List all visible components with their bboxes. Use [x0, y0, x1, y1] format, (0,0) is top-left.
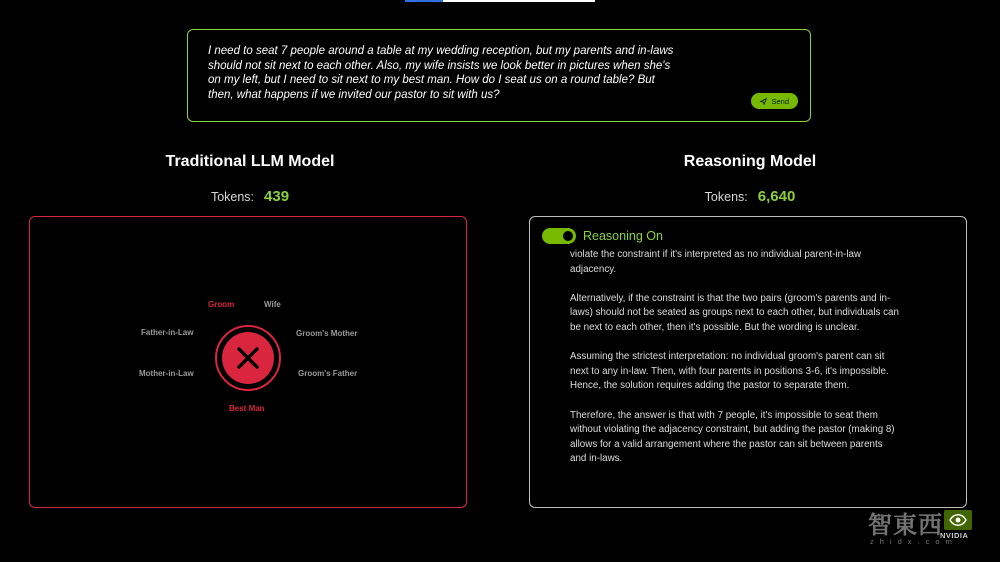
- seat-best-man: Best Man: [229, 404, 265, 413]
- send-button[interactable]: [751, 93, 798, 109]
- failure-indicator: [215, 325, 281, 391]
- prompt-box[interactable]: [187, 29, 811, 122]
- tokens-count: 6,640: [757, 188, 796, 205]
- tokens-label: Tokens:: [210, 190, 255, 204]
- reasoning-output-panel[interactable]: [529, 216, 967, 508]
- traditional-output-panel: [29, 216, 467, 508]
- nvidia-logo-text: NVIDIA: [940, 531, 969, 540]
- watermark-url: zhidx.com: [870, 537, 958, 546]
- traditional-model-title: Traditional LLM Model: [165, 153, 335, 170]
- reasoning-toggle[interactable]: [542, 228, 576, 244]
- close-icon: [235, 345, 261, 371]
- seat-mother-in-law: Mother-in-Law: [139, 369, 194, 378]
- seat-groom: Groom: [208, 300, 235, 309]
- reasoning-tokens: [600, 188, 900, 205]
- seat-father-in-law: Father-in-Law: [141, 328, 194, 337]
- traditional-tokens: [100, 188, 400, 205]
- nvidia-logo-icon: [944, 510, 972, 530]
- seat-grooms-father: Groom's Father: [298, 369, 358, 378]
- send-button-label: Send: [771, 96, 789, 106]
- seat-wife: Wife: [264, 300, 281, 309]
- reasoning-paragraph: Alternatively, if the constraint is that the two pairs (groom's parents and in-laws) should not be seated as groups next to each other, but individuals can be next to each other, then it's possible. But the wording is unclear.: [570, 292, 899, 333]
- tokens-label: Tokens:: [704, 190, 748, 204]
- watermark-brand: 智東西: [868, 512, 943, 539]
- prompt-text: I need to seat 7 people around a table at my wedding reception, but my parents and in-laws should not sit next to each other. Also, my wife insists we look better in pictures when she's on my left, but I need to sit next to my best man. How do I seat us on a round table? But then, what happens if we invited our pastor to sit with us?: [208, 45, 674, 101]
- reasoning-paragraph: Therefore, the answer is that with 7 people, it's impossible to seat them without violating the adjacency constraint, but adding the pastor (making 8) allows for a valid arrangement where the pastor can sit between parents and in-laws.: [570, 409, 895, 465]
- reasoning-toggle-label: Reasoning On: [583, 229, 663, 243]
- seat-grooms-mother: Groom's Mother: [296, 329, 358, 338]
- reasoning-model-title: Reasoning Model: [683, 153, 817, 170]
- reasoning-paragraph: violate the constraint if it's interpreted as no individual parent-in-law adjacency.: [570, 249, 862, 275]
- reasoning-text: [570, 248, 900, 482]
- reasoning-paragraph: Assuming the strictest interpretation: no individual groom's parent can sit next to any in-law. Then, with four parents in positions 3-6, it's impossible. Hence, the solution requires adding the pastor to separate them.: [570, 351, 889, 392]
- tokens-count: 439: [264, 188, 290, 205]
- watermark: [868, 505, 988, 555]
- top-progress-bar: [405, 0, 595, 2]
- send-icon: [760, 98, 767, 105]
